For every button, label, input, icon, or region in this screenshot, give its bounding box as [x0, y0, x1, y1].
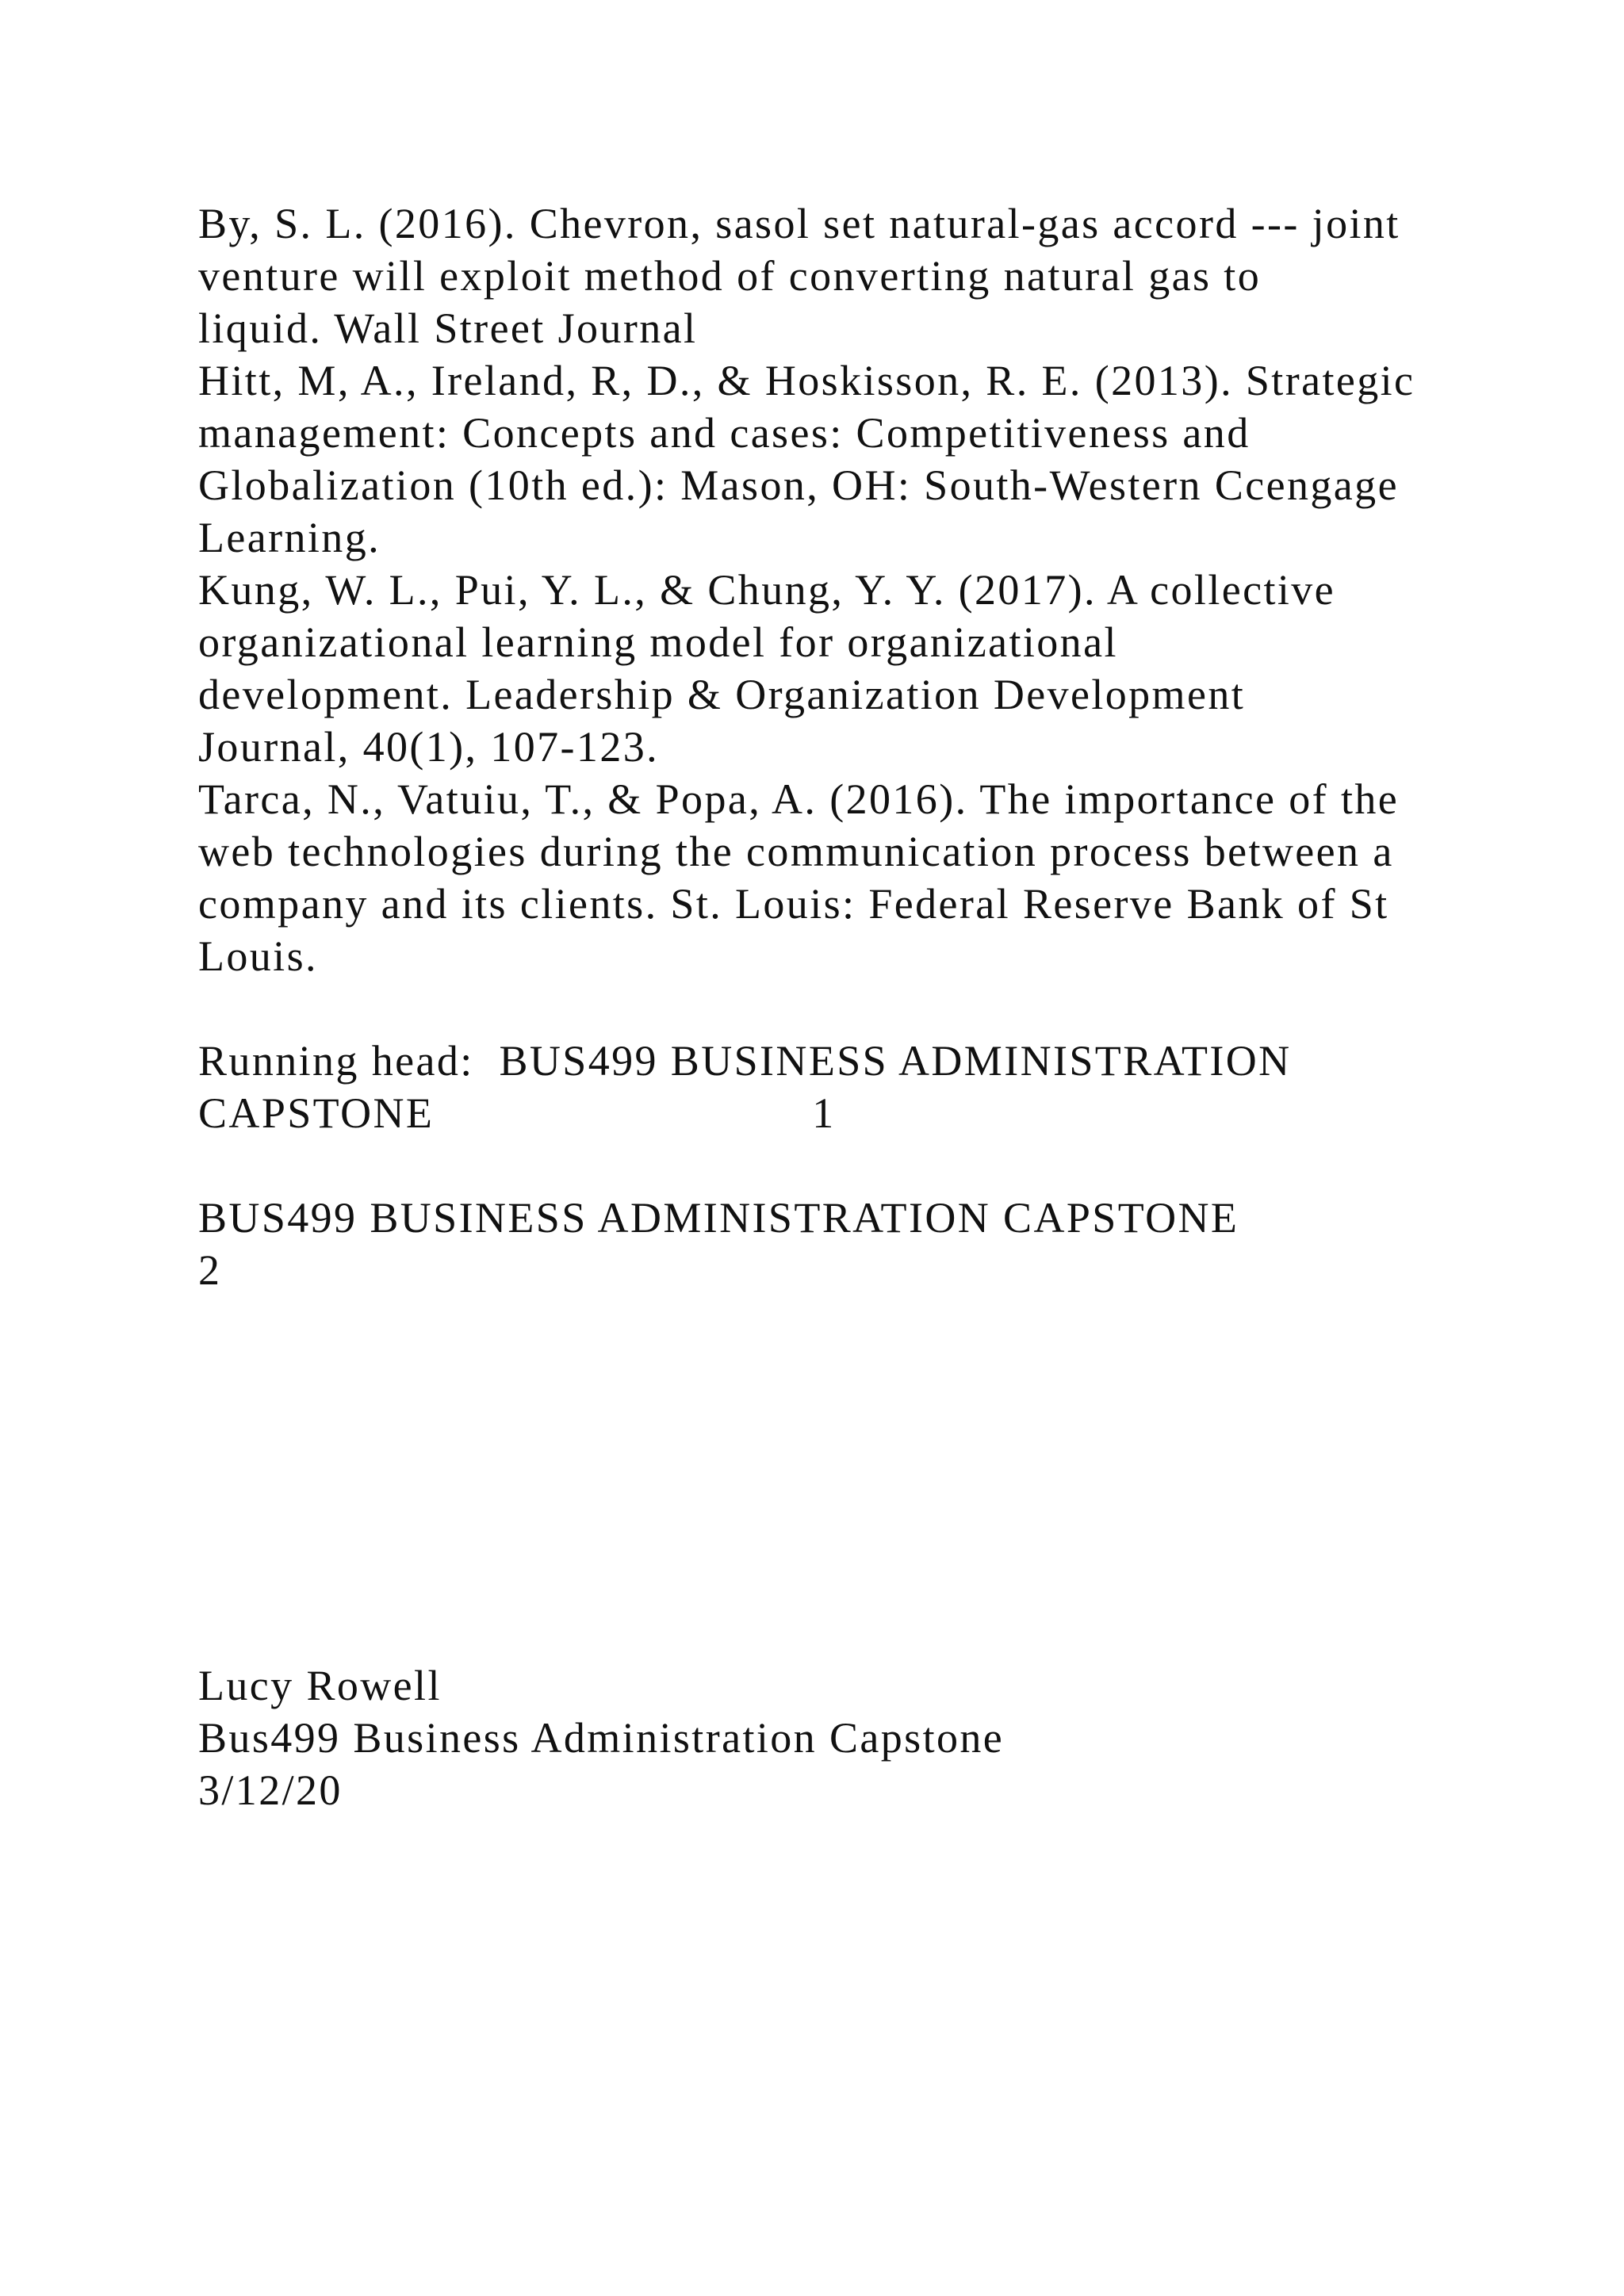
reference-line: organizational learning model for organizational: [198, 618, 1118, 666]
page-header-title: BUS499 BUSINESS ADMINISTRATION CAPSTONE: [198, 1194, 1239, 1242]
running-head-line: CAPSTONE 1: [198, 1089, 836, 1137]
reference-line: Tarca, N., Vatuiu, T., & Popa, A. (2016). The importance of the: [198, 775, 1400, 823]
reference-line: development. Leadership & Organization Development: [198, 671, 1246, 718]
author-name: Lucy Rowell: [198, 1662, 442, 1709]
reference-line: Learning.: [198, 514, 381, 561]
reference-line: company and its clients. St. Louis: Federal Reserve Bank of St: [198, 880, 1389, 928]
reference-line: Kung, W. L., Pui, Y. L., & Chung, Y. Y. (2017). A collective: [198, 566, 1336, 614]
reference-line: Louis.: [198, 932, 318, 980]
running-head-line: Running head: BUS499 BUSINESS ADMINISTRATION: [198, 1037, 1292, 1085]
reference-line: Hitt, M, A., Ireland, R, D., & Hoskisson, R. E. (2013). Strategic: [198, 357, 1415, 404]
reference-line: management: Concepts and cases: Competitiveness and: [198, 409, 1251, 457]
reference-line: web technologies during the communication process between a: [198, 828, 1394, 875]
reference-line: By, S. L. (2016). Chevron, sasol set natural-gas accord --- joint: [198, 200, 1400, 247]
reference-line: Globalization (10th ed.): Mason, OH: South-Western Ccengage: [198, 461, 1399, 509]
course-name: Bus499 Business Administration Capstone: [198, 1714, 1005, 1762]
reference-line: venture will exploit method of converting natural gas to: [198, 252, 1262, 300]
document-date: 3/12/20: [198, 1766, 343, 1814]
reference-line: liquid. Wall Street Journal: [198, 304, 698, 352]
reference-line: Journal, 40(1), 107-123.: [198, 723, 660, 771]
page-number: 2: [198, 1246, 222, 1294]
